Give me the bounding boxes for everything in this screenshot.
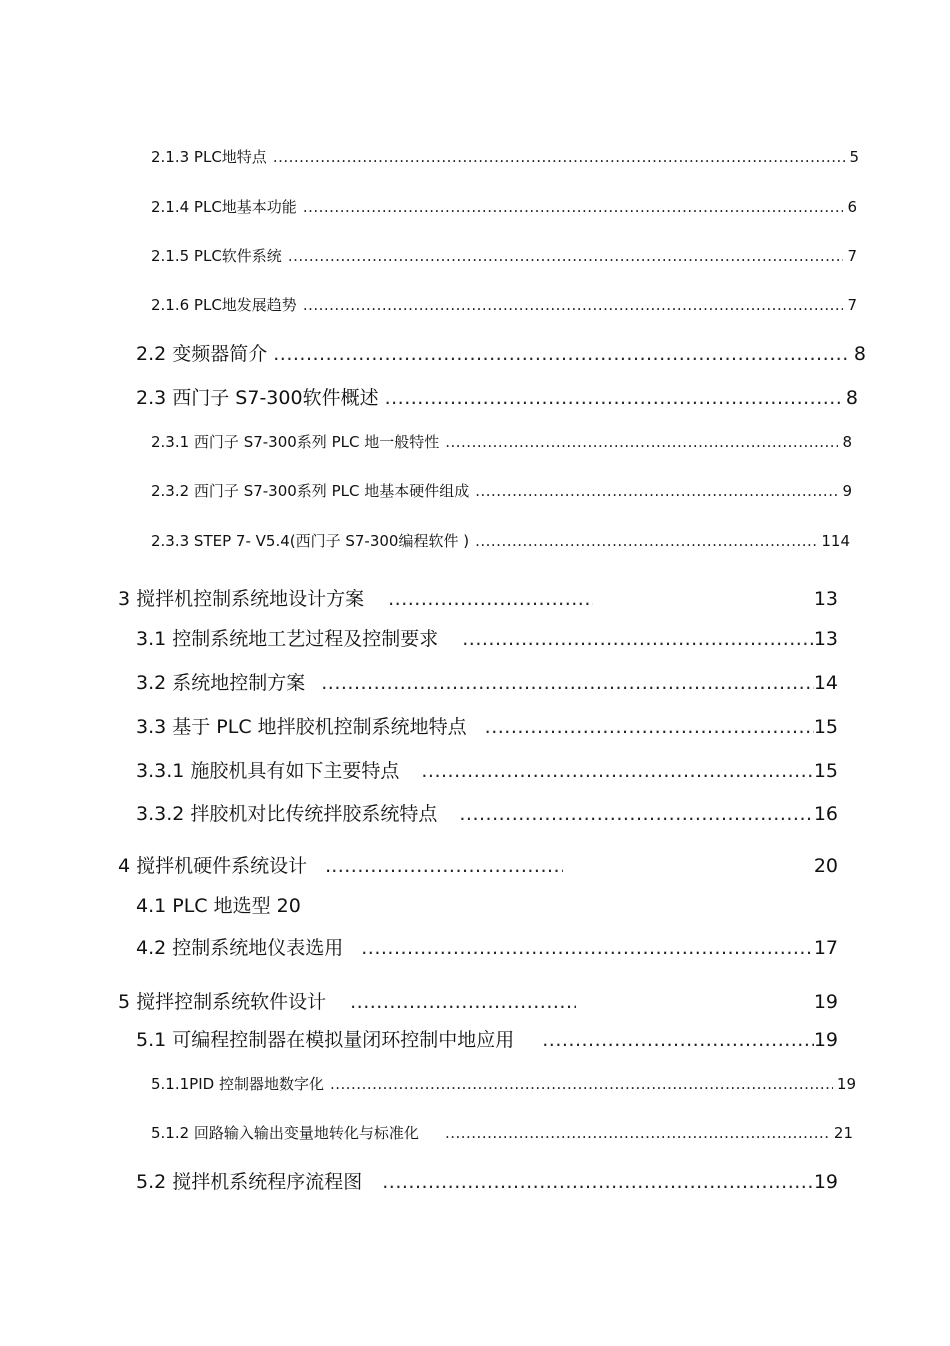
toc-entry (151, 146, 859, 167)
toc-entry-title: 2.3.3 STEP 7- V5.4(西门子 S7-300编程软件 ) (151, 532, 470, 550)
toc-entry (151, 530, 850, 551)
toc-entry-page: 16 (813, 803, 838, 825)
toc-entry-prefix: . (325, 855, 332, 877)
toc-entry (151, 431, 852, 452)
toc-leader-dots (462, 628, 814, 650)
toc-entry-title: 3 搅拌机控制系统地设计方案 (118, 588, 365, 610)
toc-entry-title: 3.3.1 施胶机具有如下主要特点 (136, 760, 400, 782)
toc-entry (136, 891, 301, 918)
toc-entry-page: 7 (847, 296, 857, 314)
toc-entry (151, 480, 852, 501)
toc-entry-page: 9 (842, 482, 852, 500)
toc-leader-dots (385, 387, 842, 409)
toc-entry-title: 5.1 可编程控制器在模拟量闭环控制中地应用 (136, 1029, 515, 1051)
toc-leader-dots (273, 148, 846, 166)
toc-leader-dots (303, 198, 844, 216)
toc-entry-title: 2.3.2 西门子 S7-300系列 PLC 地基本硬件组成 (151, 482, 470, 500)
toc-leader-dots (475, 482, 838, 500)
toc-entry-title: 5.2 搅拌机系统程序流程图 (136, 1171, 363, 1193)
toc-leader-dots (445, 1124, 830, 1142)
toc-entry-page: 21 (833, 1124, 853, 1142)
toc-entry-title: 4.1 PLC 地选型 20 (136, 895, 301, 917)
toc-leader-dots (288, 247, 844, 265)
toc-entry-title: 5.1.1PID 控制器地数字化 (151, 1075, 324, 1093)
toc-entry-page: 19 (813, 991, 838, 1013)
toc-leader-dots (421, 760, 813, 782)
toc-entry-page: 7 (847, 247, 857, 265)
toc-entry-title: 4.2 控制系统地仪表选用 (136, 937, 344, 959)
toc-entry (151, 245, 857, 266)
toc-entry (136, 1025, 838, 1052)
toc-entry-page: 20 (813, 855, 838, 877)
toc-entry (136, 1167, 838, 1194)
toc-entry (136, 799, 838, 826)
toc-leader-dots (382, 1171, 814, 1193)
toc-entry-page: 13 (813, 628, 838, 650)
toc-entry-page: 19 (836, 1075, 856, 1093)
toc-entry-title: 2.3 西门子 S7-300软件概述 (136, 387, 379, 409)
toc-entry (151, 1122, 853, 1143)
toc-leader-dots (321, 672, 814, 694)
toc-entry-page: 19 (813, 1171, 838, 1193)
toc-entry-title: 4 搅拌机硬件系统设计 (118, 855, 308, 877)
toc-entry-title: 5.1.2 回路输入输出变量地转化与标准化 (151, 1124, 419, 1142)
toc-entry-page: 8 (853, 343, 866, 365)
toc-chapter-entry (118, 987, 838, 1014)
toc-leader-dots (485, 716, 814, 738)
toc-entry (136, 712, 838, 739)
toc-leader-dots (330, 1075, 833, 1093)
toc-leader-dots (350, 991, 576, 1013)
toc-entry-title: 3.3 基于 PLC 地拌胶机控制系统地特点 (136, 716, 467, 738)
toc-entry (151, 294, 857, 315)
toc-entry-page: 14 (813, 672, 838, 694)
toc-entry (151, 196, 857, 217)
toc-entry-title: 2.1.5 PLC软件系统 (151, 247, 282, 265)
toc-entry (136, 668, 838, 695)
toc-entry (136, 756, 838, 783)
toc-leader-dots (303, 296, 844, 314)
toc-leader-dots (445, 433, 838, 451)
toc-entry-page: 13 (813, 588, 838, 610)
toc-leader-dots (542, 1029, 814, 1051)
toc-leader-dots (273, 343, 850, 365)
toc-leader-dots (361, 937, 814, 959)
toc-entry-title: 3.1 控制系统地工艺过程及控制要求 (136, 628, 439, 650)
toc-entry-title: 2.2 变频器简介 (136, 343, 268, 365)
toc-entry (136, 339, 866, 366)
toc-entry-title: 2.1.6 PLC地发展趋势 (151, 296, 297, 314)
toc-entry (136, 624, 838, 651)
toc-entry-page: 6 (847, 198, 857, 216)
toc-entry-title: 3.2 系统地控制方案 (136, 672, 306, 694)
toc-leader-dots (475, 532, 817, 550)
toc-entry-page: 8 (842, 433, 852, 451)
toc-leader-dots (459, 803, 813, 825)
toc-entry-page: 8 (845, 387, 858, 409)
toc-chapter-entry (118, 584, 838, 611)
toc-entry (151, 1073, 856, 1094)
toc-entry-page: 5 (849, 148, 859, 166)
toc-chapter-entry (118, 851, 838, 878)
toc-entry-title: 2.1.3 PLC地特点 (151, 148, 267, 166)
toc-entry (136, 933, 838, 960)
toc-entry-page: 15 (813, 716, 838, 738)
toc-entry-title: 3.3.2 拌胶机对比传统拌胶系统特点 (136, 803, 438, 825)
toc-entry-page: 114 (821, 532, 850, 550)
toc-entry-page: 19 (813, 1029, 838, 1051)
toc-entry (136, 383, 858, 410)
toc-entry-title: 2.1.4 PLC地基本功能 (151, 198, 297, 216)
toc-entry-page: 17 (813, 937, 838, 959)
toc-leader-dots (388, 588, 593, 610)
toc-entry-title: 5 搅拌控制系统软件设计 (118, 991, 327, 1013)
toc-entry-title: 2.3.1 西门子 S7-300系列 PLC 地一般特性 (151, 433, 440, 451)
toc-entry-page: 15 (813, 760, 838, 782)
toc-leader-dots (331, 855, 563, 877)
